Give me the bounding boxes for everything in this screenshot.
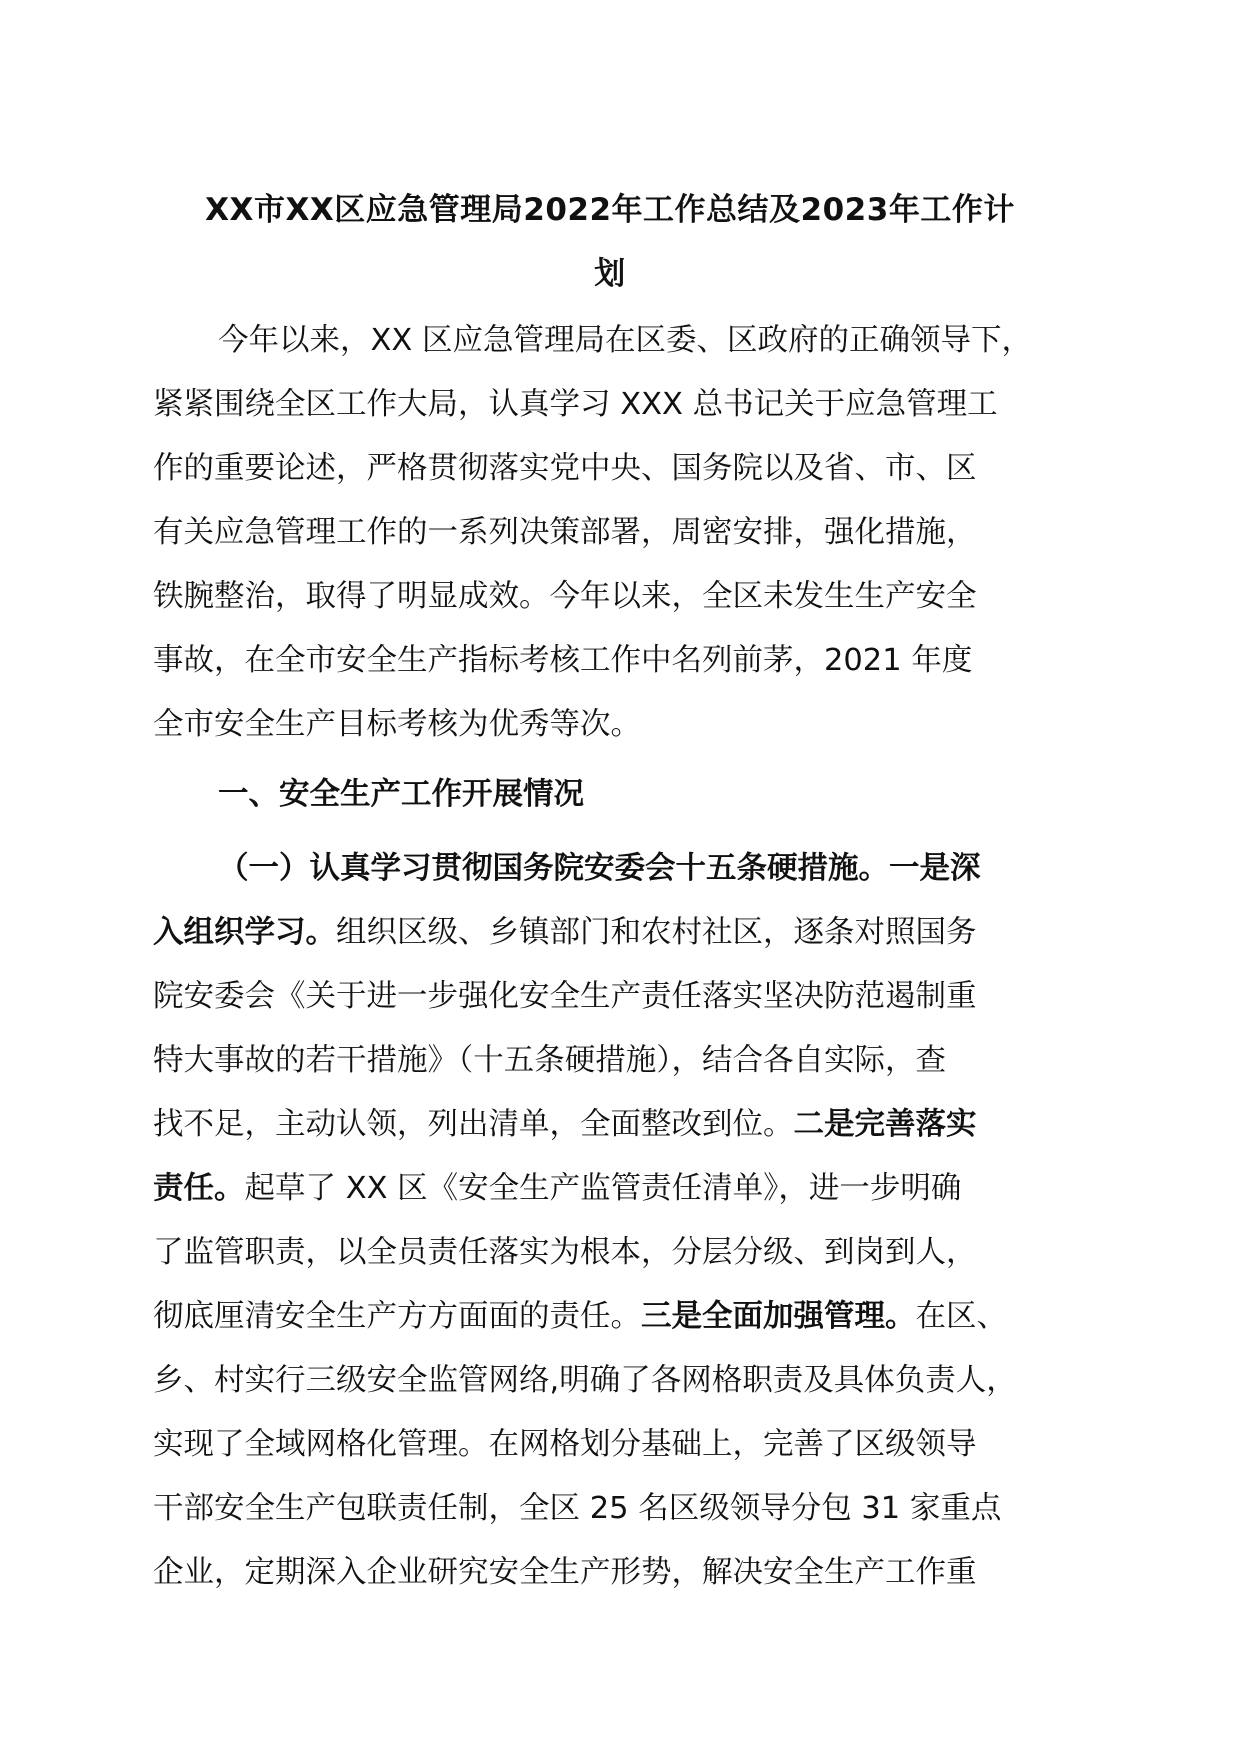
body-text: 在区、 [915, 1299, 1007, 1334]
bold-phrase: 责任。 [153, 1171, 245, 1206]
subsection-heading: （一）认真学习贯彻国务院安委会十五条硬措施。一是深 [218, 851, 981, 886]
body-text: 组织区级、乡镇部门和农村社区，逐条对照国务 [336, 915, 977, 950]
body-line [153, 1105, 977, 1145]
intro-line: 今年以来，XX 区应急管理局在区委、区政府的正确领导下， [218, 323, 1032, 358]
body-line: 院安委会《关于进一步强化安全生产责任落实坚决防范遏制重 [153, 979, 977, 1014]
bold-phrase: 三是全面加强管理。 [641, 1299, 916, 1334]
body-line: 了监管职责，以全员责任落实为根本，分层分级、到岗到人， [153, 1235, 977, 1270]
intro-line: 事故，在全市安全生产指标考核工作中名列前茅，2021 年度 [153, 643, 973, 678]
body-text: 起草了 XX 区《安全生产监管责任清单》，进一步明确 [244, 1171, 962, 1206]
body-line: 干部安全生产包联责任制，全区 25 名区级领导分包 31 家重点 [153, 1491, 1002, 1526]
document-title-line-2: 划 [594, 256, 626, 292]
bold-phrase: 入组织学习。 [153, 915, 336, 950]
section-heading: 一、安全生产工作开展情况 [218, 777, 584, 812]
document-title-line-1: XX市XX区应急管理局2022年工作总结及2023年工作计 [205, 192, 1015, 228]
intro-line: 有关应急管理工作的一系列决策部署，周密安排，强化措施， [153, 515, 977, 550]
body-text: 找不足，主动认领，列出清单，全面整改到位。 [153, 1107, 794, 1142]
intro-line: 铁腕整治，取得了明显成效。今年以来，全区未发生生产安全 [153, 579, 977, 614]
body-text: 彻底厘清安全生产方方面面的责任。 [153, 1299, 641, 1334]
intro-line: 全市安全生产目标考核为优秀等次。 [153, 707, 641, 742]
body-line [153, 913, 977, 953]
intro-line: 作的重要论述，严格贯彻落实党中央、国务院以及省、市、区 [153, 451, 977, 486]
body-line: 特大事故的若干措施》（十五条硬措施），结合各自实际，查 [153, 1043, 946, 1078]
body-line: 实现了全域网格化管理。在网格划分基础上，完善了区级领导 [153, 1427, 977, 1462]
body-line: 乡、村实行三级安全监管网络,明确了各网格职责及具体负责人， [153, 1363, 1017, 1398]
bold-phrase: 二是完善落实 [793, 1107, 977, 1142]
body-line [153, 1297, 1007, 1337]
body-line: 企业，定期深入企业研究安全生产形势，解决安全生产工作重 [153, 1555, 977, 1590]
body-line [153, 1169, 961, 1209]
intro-line: 紧紧围绕全区工作大局，认真学习 XXX 总书记关于应急管理工 [153, 387, 998, 422]
